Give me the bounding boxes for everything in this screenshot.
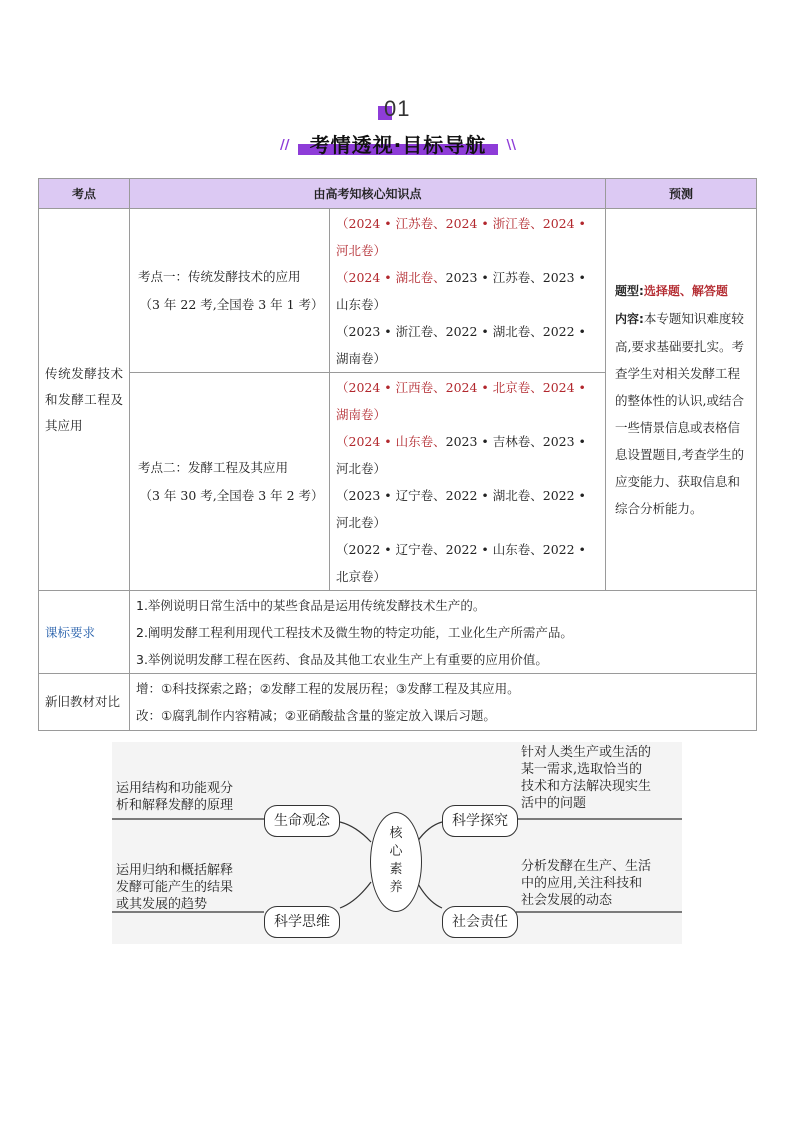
exam-point-2-stats: （3 年 30 考,全国卷 3 年 2 考） [139,487,324,503]
scientific-inquiry-node: 科学探究 [442,805,518,837]
exam-point-1 [130,209,330,373]
section-number-text: 01 [384,96,411,121]
section-number [374,96,434,124]
table-row [39,591,757,674]
connector-line [417,882,442,908]
connector-line [417,822,442,842]
social-responsibility-node: 社会责任 [442,906,518,938]
header-prediction: 预测 [606,179,757,209]
connector-line [340,822,371,842]
list-item: 改：①腐乳制作内容精减；②亚硝酸盐含量的鉴定放入课后习题。 [136,708,496,723]
curriculum-label: 课标要求 [39,591,130,674]
source-line: （2023 • 浙江卷、2022 • 湖北卷、2022 • 湖南卷） [336,323,586,366]
source-line: （2022 • 辽宁卷、2022 • 山东卷、2022 • 北京卷） [336,541,586,584]
slash-decoration-left-icon: // [280,138,290,153]
table-row [39,674,757,731]
header-exam-point: 考点 [39,179,130,209]
header-core-knowledge: 由高考知核心知识点 [130,179,606,209]
content-text: 本专题知识难度较高,要求基础要扎实。考查学生对相关发酵工程的整体性的认识,或结合一些情景信息或表格信息设置题目,考查学生的应变能力、获取信息和综合分析能力。 [615,311,744,516]
page-title: 考情透视·目标导航 [309,133,487,157]
question-type-label: 题型: [615,284,644,298]
life-concept-description: 运用结构和功能观分 析和解释发酵的原理 [116,781,234,813]
core-literacy-label: 核心素养 [389,826,403,895]
textbook-comparison-label: 新旧教材对比 [39,674,130,731]
topic-cell: 传统发酵技术和发酵工程及其应用 [39,209,130,591]
exam-point-1-sources [330,209,606,373]
exam-point-1-name: 考点一：传统发酵技术的应用 [138,268,301,284]
source-line: （2023 • 辽宁卷、2022 • 湖北卷、2022 • 河北卷） [336,487,586,530]
curriculum-requirements [130,591,757,674]
exam-point-1-stats: （3 年 22 考,全国卷 3 年 1 考） [139,296,324,312]
connector-line [340,882,371,908]
exam-point-2-name: 考点二：发酵工程及其应用 [138,459,289,475]
exam-point-2-sources [330,373,606,591]
core-literacy-mindmap [112,742,682,944]
list-item: 3.举例说明发酵工程在医药、食品及其他工农业生产上有重要的应用价值。 [136,651,548,667]
scientific-thinking-description: 运用归纳和概括解释 发酵可能产生的结果 或其发展的趋势 [116,863,234,912]
exam-analysis-table [38,178,757,731]
exam-point-2 [130,373,330,591]
scientific-inquiry-description: 针对人类生产或生活的 某一需求,选取恰当的 技术和方法解决现实生 活中的问题 [521,745,652,811]
core-literacy-node [370,812,422,912]
section-title-banner [280,128,516,158]
prediction-cell [606,209,757,591]
list-item: 增：①科技探索之路；②发酵工程的发展历程；③发酵工程及其应用。 [136,681,520,696]
social-responsibility-description: 分析发酵在生产、生活 中的应用,关注科技和 社会发展的动态 [521,859,652,908]
question-type-value: 选择题、解答题 [643,284,728,298]
source-line: （2024 • 湖北卷、2023 • 江苏卷、2023 • 山东卷） [336,269,586,312]
list-item: 2.阐明发酵工程利用现代工程技术及微生物的特定功能，工业化生产所需产品。 [136,624,573,640]
source-line: （2024 • 山东卷、2023 • 吉林卷、2023 • 河北卷） [336,433,586,476]
table-row [39,209,757,373]
slash-decoration-right-icon: \\ [506,138,516,153]
life-concept-node: 生命观念 [264,805,340,837]
source-line: （2024 • 江西卷、2024 • 北京卷、2024 • 湖南卷） [336,379,586,422]
scientific-thinking-node: 科学思维 [264,906,340,938]
table-header-row [39,179,757,209]
textbook-comparison [130,674,757,731]
list-item: 1.举例说明日常生活中的某些食品是运用传统发酵技术生产的。 [136,597,486,613]
source-line: （2024 • 江苏卷、2024 • 浙江卷、2024 • 河北卷） [336,215,586,258]
content-label: 内容: [615,312,644,326]
